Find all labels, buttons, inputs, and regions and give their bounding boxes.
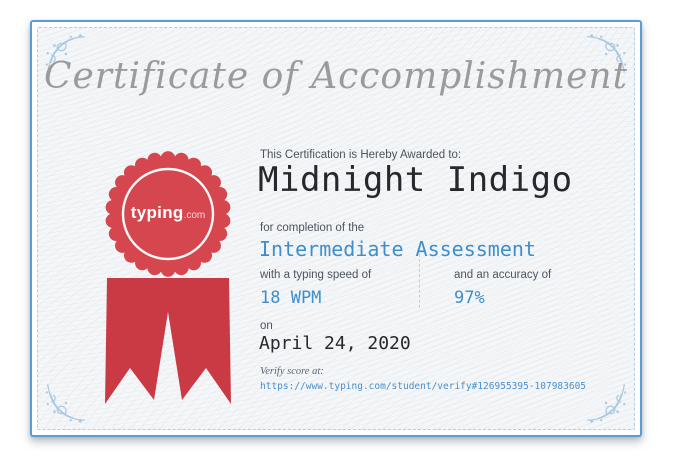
certificate [30, 20, 642, 437]
date-label: on [260, 320, 273, 332]
logo-text: typing [130, 203, 184, 222]
assessment-name: Intermediate Assessment [259, 237, 536, 261]
accuracy-value: 97% [454, 288, 485, 308]
ribbon-right-tail [168, 278, 231, 404]
stats-divider [419, 254, 420, 308]
awarded-to-label: This Certification is Hereby Awarded to: [260, 149, 462, 161]
completion-label: for completion of the [260, 222, 365, 234]
ribbon-left-tail [105, 278, 168, 404]
typing-com-logo [93, 203, 243, 223]
typing-rosette-ribbon-badge-icon [93, 150, 243, 410]
logo-suffix: .com [183, 210, 206, 221]
verify-score-label: Verify score at: [260, 366, 324, 377]
certificate-title: Certificate of Accomplishment [43, 56, 629, 97]
speed-label: with a typing speed of [260, 269, 372, 281]
date-value: April 24, 2020 [259, 333, 411, 354]
verify-url-link[interactable]: https://www.typing.com/student/verify#126955395-107983605 [260, 381, 587, 392]
accuracy-label: and an accuracy of [454, 269, 552, 281]
certificate-content [32, 22, 640, 435]
recipient-name: Midnight Indigo [258, 160, 573, 200]
speed-value: 18 WPM [260, 288, 322, 308]
